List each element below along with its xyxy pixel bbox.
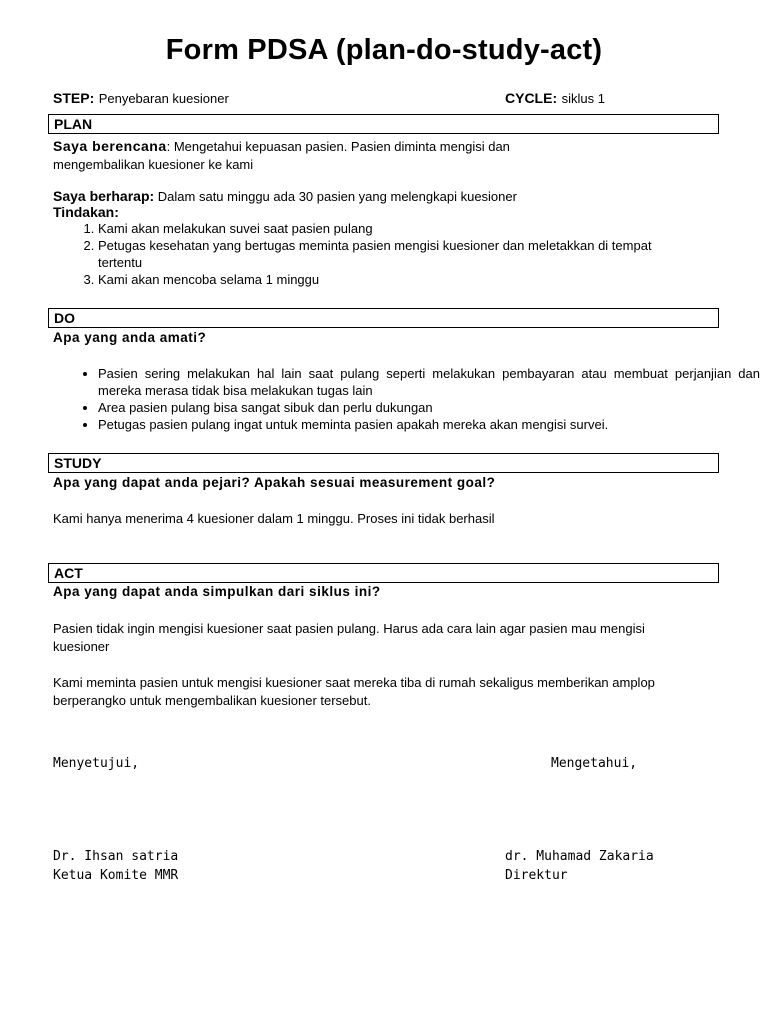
cycle-value: siklus 1 <box>561 91 605 106</box>
plan-actions-list <box>48 220 698 288</box>
study-answer: Kami hanya menerima 4 kuesioner dalam 1 minggu. Proses ini tidak berhasil <box>53 511 495 526</box>
right-signature-caption: Mengetahui, <box>551 756 638 771</box>
plan-expect <box>53 188 693 206</box>
plan-heading: PLAN <box>48 114 719 134</box>
act-answer-2: Kami meminta pasien untuk mengisi kuesioner saat mereka tiba di rumah sekaligus memberikan amplop berperangko untuk mengembalikan kuesioner tersebut. <box>53 675 655 708</box>
cycle-field <box>505 90 605 108</box>
list-item: • Pasien sering melakukan hal lain saat pulang seperti melakukan pembayaran atau membuat perjanjian dan mereka merasa tidak bisa melakukan tugas lain <box>98 365 760 399</box>
study-question: Apa yang dapat anda pejari? Apakah sesuai measurement goal? <box>53 475 496 490</box>
do-heading: DO <box>48 308 719 328</box>
step-label: STEP: <box>53 90 95 106</box>
plan-actions-label: Tindakan: <box>53 204 119 220</box>
list-item: • Petugas pasien pulang ingat untuk meminta pasien apakah mereka akan mengisi survei. <box>98 416 760 433</box>
left-signature-caption: Menyetujui, <box>53 756 140 771</box>
left-signatory-role: Ketua Komite MMR <box>53 868 179 883</box>
act-heading: ACT <box>48 563 719 583</box>
left-signatory <box>53 847 178 885</box>
list-item: 1. Kami akan melakukan suvei saat pasien pulang <box>98 220 698 237</box>
cycle-label: CYCLE: <box>505 90 558 106</box>
do-observations-list <box>48 365 760 433</box>
study-heading: STUDY <box>48 453 719 473</box>
list-item: 3. Kami akan mencoba selama 1 minggu <box>98 271 698 288</box>
act-question: Apa yang dapat anda simpulkan dari siklus ini? <box>53 584 381 599</box>
right-signatory <box>505 847 654 885</box>
step-field <box>53 90 229 108</box>
list-item: • Area pasien pulang bisa sangat sibuk dan perlu dukungan <box>98 399 760 416</box>
plan-intend-text-2: mengembalikan kuesioner ke kami <box>53 156 254 172</box>
plan-intend-text: : Mengetahui kepuasan pasien. Pasien diminta mengisi dan <box>166 139 510 154</box>
left-signatory-name: Dr. Ihsan satria <box>53 849 179 864</box>
plan-expect-text: Dalam satu minggu ada 30 pasien yang melengkapi kuesioner <box>154 189 517 204</box>
list-item: 2. Petugas kesehatan yang bertugas meminta pasien mengisi kuesioner dan meletakkan di tempat tertentu <box>98 237 698 271</box>
right-signatory-role: Direktur <box>505 868 568 883</box>
step-value: Penyebaran kuesioner <box>98 91 229 106</box>
plan-expect-label: Saya berharap: <box>53 188 155 204</box>
right-signatory-name: dr. Muhamad Zakaria <box>505 849 654 864</box>
act-answer-1: Pasien tidak ingin mengisi kuesioner saat pasien pulang. Harus ada cara lain agar pasien mau mengisi kuesioner <box>53 621 645 654</box>
page-title: Form PDSA (plan-do-study-act) <box>165 34 603 66</box>
plan-intend-label: Saya berencana <box>53 138 167 154</box>
do-question: Apa yang anda amati? <box>53 330 207 345</box>
plan-intend <box>53 138 693 173</box>
